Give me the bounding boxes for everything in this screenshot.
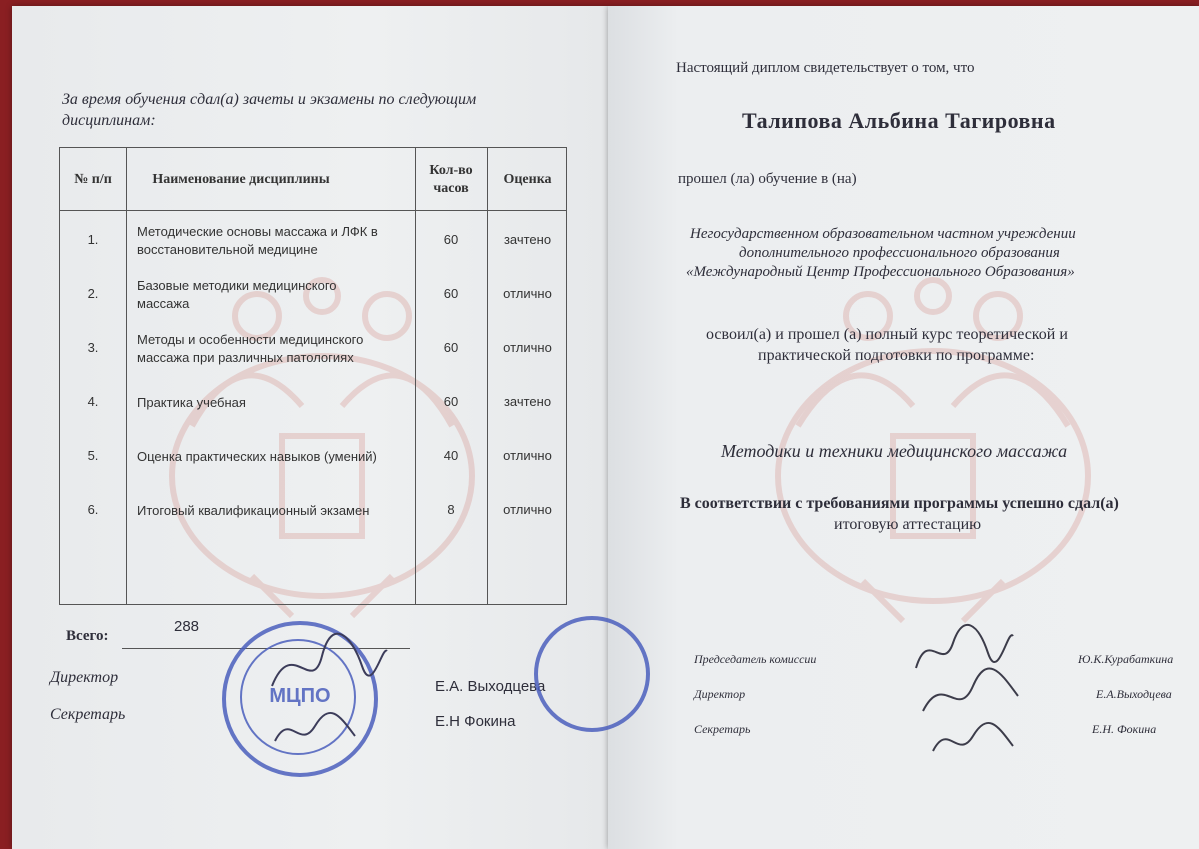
secretary-label-right: Секретарь	[694, 722, 751, 736]
left-page	[12, 6, 608, 849]
row-grade: отлично	[503, 502, 552, 517]
row-name	[137, 223, 419, 259]
attestation-line-1: В соответствии с требованиями программы успешно сдал(а)	[680, 495, 1119, 512]
stamp-edge	[534, 616, 650, 732]
row-num: 4.	[87, 394, 99, 409]
row-grade: отлично	[503, 286, 552, 301]
header-grade: Оценка	[503, 172, 552, 187]
intro-line-1: За время обучения сдал(а) зачеты и экзамены по следующим	[62, 91, 477, 108]
header-num: № п/п	[74, 172, 112, 187]
row-name	[137, 331, 419, 367]
org-line-2: дополнительного профессионального образования	[739, 245, 1060, 261]
row-name-line1: Методы и особенности медицинского	[137, 332, 364, 347]
graduate-name: Талипова Альбина Тагировна	[742, 108, 1056, 133]
table-row	[60, 268, 568, 322]
row-hours: 40	[443, 448, 459, 463]
disciplines-table	[59, 147, 567, 605]
row-num: 2.	[87, 286, 99, 301]
row-name-line2: массажа	[137, 296, 190, 311]
table-row	[60, 214, 568, 268]
table-row	[60, 430, 568, 484]
certifies-text: Настоящий диплом свидетельствует о том, что	[676, 60, 975, 76]
row-name: Итоговый квалификационный экзамен	[137, 503, 370, 518]
row-name: Оценка практических навыков (умений)	[137, 449, 377, 464]
row-hours: 60	[443, 394, 459, 409]
row-name: Практика учебная	[137, 395, 246, 410]
course-line-1: освоил(а) и прошел (а) полный курс теоретической и	[706, 326, 1068, 343]
secretary-label: Секретарь	[50, 706, 126, 723]
chair-label: Председатель комиссии	[694, 652, 817, 666]
director-name-right: Е.А.Выходцева	[1096, 687, 1172, 701]
row-grade: зачтено	[503, 232, 552, 247]
director-signature	[262, 626, 392, 706]
org-line-3: «Международный Центр Профессионального Образования»	[686, 264, 1075, 280]
director-label: Директор	[50, 669, 119, 686]
secretary-name-right: Е.Н. Фокина	[1092, 722, 1157, 736]
right-page	[608, 6, 1199, 849]
stamp-logo-text: МЦПО	[269, 685, 331, 707]
row-name-line1: Методические основы массажа и ЛФК в	[137, 224, 378, 239]
row-grade: отлично	[503, 448, 552, 463]
row-hours: 60	[443, 232, 459, 247]
chair-name: Ю.К.Курабаткина	[1078, 652, 1174, 666]
intro-line-2: дисциплинам:	[62, 112, 156, 129]
row-num: 5.	[87, 448, 99, 463]
director-label-right: Директор	[694, 687, 746, 701]
total-label: Всего:	[66, 628, 109, 644]
attestation-line-2: итоговую аттестацию	[834, 516, 982, 533]
total-value: 288	[174, 618, 200, 635]
table-row	[60, 322, 568, 376]
header-hours-line2: часов	[433, 181, 469, 196]
course-line-2: практической подготовки по программе:	[758, 347, 1035, 364]
secretary-name: Е.Н Фокина	[435, 713, 516, 730]
header-name: Наименование дисциплины	[152, 172, 330, 187]
row-name-line2: восстановительной медицине	[137, 242, 318, 257]
program-title: Методики и техники медицинского массажа	[721, 441, 1068, 461]
secretary-signature-right	[928, 716, 1018, 766]
row-grade: зачтено	[503, 394, 552, 409]
row-hours: 60	[443, 340, 459, 355]
secretary-signature	[270, 706, 360, 756]
row-num: 3.	[87, 340, 99, 355]
row-num: 6.	[87, 502, 99, 517]
table-row	[60, 376, 568, 430]
org-line-1: Негосударственном образовательном частном учреждении	[690, 226, 1076, 242]
row-hours: 60	[443, 286, 459, 301]
row-grade: отлично	[503, 340, 552, 355]
director-name: Е.А. Выходцева	[435, 678, 546, 695]
header-hours-line1: Кол-во	[429, 163, 473, 178]
header-hours	[415, 162, 487, 198]
row-name-line1: Базовые методики медицинского	[137, 278, 337, 293]
row-hours: 8	[447, 502, 455, 517]
trained-in-text: прошел (ла) обучение в (на)	[678, 171, 857, 187]
table-row	[60, 484, 568, 538]
row-name	[137, 277, 419, 313]
row-name-line2: массажа при различных патологиях	[137, 350, 354, 365]
row-num: 1.	[87, 232, 99, 247]
